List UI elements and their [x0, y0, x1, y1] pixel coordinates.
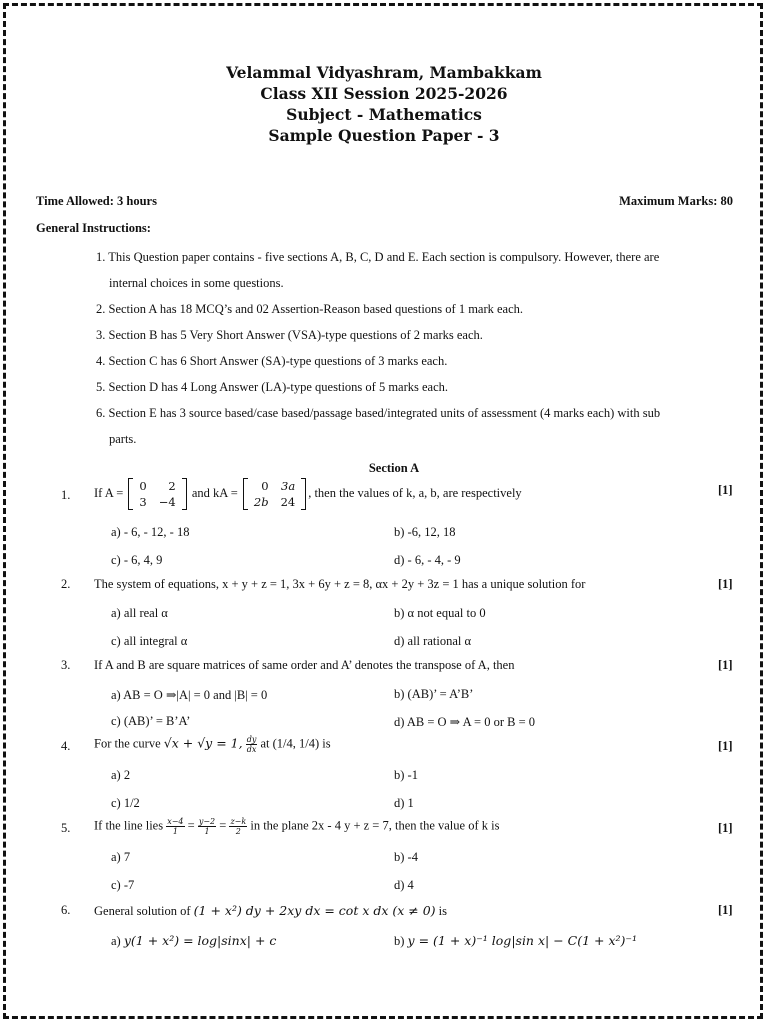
- paper-header: [0, 62, 768, 146]
- subject: Subject - Mathematics: [286, 105, 482, 124]
- q5-option-c: c) -7: [111, 878, 135, 892]
- question-text: If A and B are square matrices of same order and A’ denotes the transpose of A, then: [94, 658, 515, 672]
- option-label: b): [394, 934, 408, 948]
- matrix-cell: −4: [158, 495, 176, 509]
- q1-option-b: b) -6, 12, 18: [394, 525, 456, 539]
- q6-pre: General solution of: [94, 904, 194, 918]
- q6-option-b: [394, 933, 637, 949]
- matrix-ka: [243, 478, 306, 510]
- fraction-denominator: 2: [235, 827, 241, 836]
- matrix-cell: 24: [280, 495, 296, 509]
- question-text: [94, 817, 499, 836]
- marks-badge: [1]: [718, 577, 733, 591]
- question-text: [94, 478, 522, 510]
- q6-option-a: [111, 933, 276, 949]
- matrix-a: [128, 478, 186, 510]
- class-session: Class XII Session 2025-2026: [260, 84, 508, 103]
- fraction-denominator: dx: [246, 745, 257, 754]
- instruction-6: 6. Section E has 3 source based/case based/passage based/integrated units of assessment (4 marks each) with sub: [96, 406, 661, 420]
- q4-post: at (1/4, 1/4) is: [257, 736, 331, 751]
- marks-badge: [1]: [718, 903, 733, 917]
- instruction-1-cont: internal choices in some questions.: [109, 276, 284, 290]
- question-number: 3.: [61, 658, 71, 672]
- q3-option-a: a) AB = O ⇒|A| = 0 and |B| = 0: [111, 688, 268, 702]
- option-label: a): [111, 934, 124, 948]
- line-fraction-y: [198, 817, 216, 836]
- question-6: [0, 903, 768, 919]
- question-number: 6.: [61, 903, 71, 917]
- marks-badge: [1]: [718, 739, 733, 753]
- marks-badge: [1]: [718, 483, 733, 497]
- instruction-4: 4. Section C has 6 Short Answer (SA)-type questions of 3 marks each.: [96, 354, 448, 368]
- q1-pre: If A =: [94, 485, 127, 500]
- fraction-numerator: dy: [246, 735, 257, 744]
- question-number: 5.: [61, 821, 71, 835]
- question-text: [94, 735, 331, 754]
- school-name: Velammal Vidyashram, Mambakkam: [226, 63, 542, 82]
- matrix-cell: 0: [139, 479, 147, 493]
- q1-option-c: c) - 6, 4, 9: [111, 553, 163, 567]
- q2-option-c: c) all integral α: [111, 634, 188, 648]
- differential-equation: (1 + x²) dy + 2xy dx = cot x dx (x ≠ 0): [193, 903, 436, 918]
- marks-badge: [1]: [718, 821, 733, 835]
- question-text: [94, 903, 447, 919]
- general-instructions-title: General Instructions:: [36, 221, 151, 235]
- matrix-cell: 0: [261, 479, 269, 493]
- q3-option-b: b) (AB)’ = A’B’: [394, 687, 474, 701]
- q3-option-d: d) AB = O ⇒ A = 0 or B = 0: [394, 715, 536, 729]
- q4-option-d: d) 1: [394, 796, 414, 810]
- q5-option-d: d) 4: [394, 878, 414, 892]
- q2-option-b: b) α not equal to 0: [394, 606, 486, 620]
- q5-option-a: a) 7: [111, 850, 131, 864]
- q2-option-d: d) all rational α: [394, 634, 472, 648]
- instruction-6-cont: parts.: [109, 432, 137, 446]
- question-3: [0, 658, 768, 674]
- fraction-numerator: y−2: [198, 817, 216, 826]
- q5-option-b: b) -4: [394, 850, 418, 864]
- page-border: [3, 3, 763, 1019]
- matrix-cell: 2b: [253, 495, 269, 509]
- q1-option-d: d) - 6, - 4, - 9: [394, 553, 461, 567]
- question-2: [0, 577, 768, 593]
- fraction-denominator: 1: [204, 827, 210, 836]
- fraction-numerator: z−k: [230, 817, 247, 826]
- matrix-cell: 2: [168, 479, 176, 493]
- q1-post: , then the values of k, a, b, are respectively: [308, 485, 522, 500]
- fraction-denominator: 1: [172, 827, 178, 836]
- q5-post: in the plane 2x - 4 y + z = 7, then the value of k is: [247, 818, 500, 833]
- q1-option-a: a) - 6, - 12, - 18: [111, 525, 190, 539]
- section-a-title: Section A: [368, 461, 420, 475]
- instruction-5: 5. Section D has 4 Long Answer (LA)-type questions of 5 marks each.: [96, 380, 449, 394]
- q5-pre: If the line lies: [94, 818, 167, 833]
- equals-sign: =: [184, 818, 198, 833]
- instruction-2: 2. Section A has 18 MCQ’s and 02 Assertion-Reason based questions of 1 mark each.: [96, 302, 524, 316]
- marks-badge: [1]: [718, 658, 733, 672]
- instruction-1: 1. This Question paper contains - five sections A, B, C, D and E. Each section is compulsory. However, there are: [96, 250, 660, 264]
- question-5: [0, 817, 768, 837]
- question-1: [0, 479, 768, 509]
- q4-option-c: c) 1/2: [111, 796, 140, 810]
- line-fraction-z: [229, 817, 247, 836]
- q6-post: is: [435, 904, 448, 918]
- question-number: 4.: [61, 739, 71, 753]
- matrix-cell: 3a: [281, 479, 296, 493]
- option-equation: y = (1 + x)⁻¹ log|sin x| − C(1 + x²)⁻¹: [407, 933, 638, 948]
- maximum-marks: Maximum Marks: 80: [619, 194, 733, 208]
- instructions-list: [96, 244, 716, 452]
- option-equation: y(1 + x²) = log|sinx| + c: [123, 933, 277, 948]
- q1-mid: and kA =: [188, 485, 241, 500]
- line-fraction-x: [166, 817, 184, 836]
- question-number: 2.: [61, 577, 71, 591]
- question-number: 1.: [61, 488, 71, 502]
- q2-option-a: a) all real α: [111, 606, 168, 620]
- question-4: [0, 735, 768, 755]
- fraction-numerator: x−4: [167, 817, 184, 826]
- time-allowed: Time Allowed: 3 hours: [36, 194, 157, 208]
- paper-title: Sample Question Paper - 3: [268, 126, 500, 145]
- q4-option-a: a) 2: [111, 768, 131, 782]
- derivative-fraction: [246, 735, 258, 754]
- equals-sign: =: [216, 818, 230, 833]
- q3-option-c: c) (AB)’ = B’A’: [111, 714, 191, 728]
- curve-equation: √x + √y = 1,: [163, 735, 243, 751]
- instruction-3: 3. Section B has 5 Very Short Answer (VSA)-type questions of 2 marks each.: [96, 328, 483, 342]
- matrix-cell: 3: [139, 495, 147, 509]
- q4-option-b: b) -1: [394, 768, 418, 782]
- q4-pre: For the curve: [94, 736, 164, 751]
- question-text: The system of equations, x + y + z = 1, 3x + 6y + z = 8, αx + 2y + 3z = 1 has a unique solution for: [94, 577, 586, 591]
